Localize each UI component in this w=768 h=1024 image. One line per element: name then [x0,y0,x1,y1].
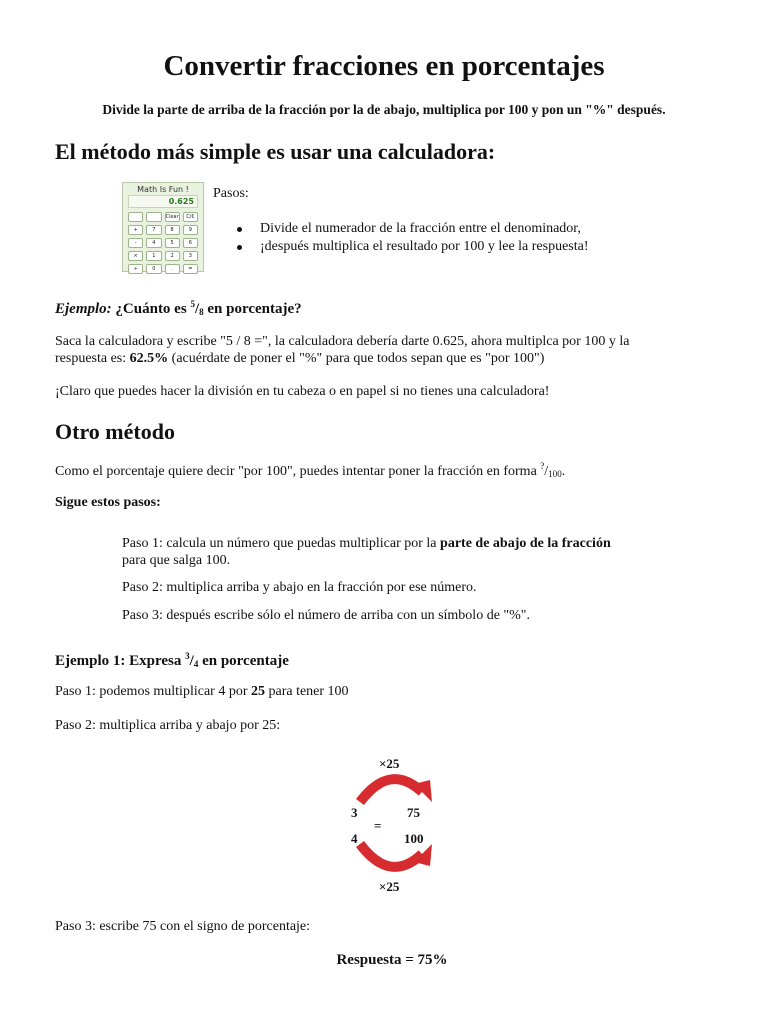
steps-list [213,220,589,256]
calculator-key: 5 [165,238,180,248]
example-note: ¡Claro que puedes hacer la división en tu cabeza o en papel si no tienes una calculadora! [55,384,550,399]
example-text-line2-end: (acuérdate de poner el "%" para que todos sepan que es "por 100") [171,351,545,366]
calculator-key [146,212,161,222]
right-denominator: 100 [404,831,424,846]
example-question-end: en porcentaje? [207,301,302,317]
calculator-key: 1 [146,251,161,261]
top-multiplier: ×25 [379,756,400,771]
bottom-multiplier: ×25 [379,879,400,894]
fraction-numerator: 3 [185,651,190,661]
calculator-key: - [128,238,143,248]
top-arrow [360,779,422,802]
page-subtitle: Divide la parte de arriba de la fracción por la de abajo, multiplica por 100 y pon un "%" después. [102,102,666,117]
step-1-bold: parte de abajo de la fracción [440,536,611,551]
intro-text: Como el porcentaje quiere decir "por 100", puedes intentar poner la fracción en forma [55,464,537,479]
calculator-key: 0 [146,264,161,274]
step-2: Paso 2: multiplica arriba y abajo en la fracción por ese número. [122,580,477,595]
step-1 [122,535,682,569]
example1-heading: Ejemplo 1: Expresa $^3/_4$ en porcentaje [55,651,289,669]
calculator-key: C/€ [183,212,198,222]
example-question-start: ¿Cuánto es [115,301,187,317]
calculator-key: 4 [146,238,161,248]
left-denominator: 4 [351,831,358,846]
multiplication-diagram [330,752,450,902]
step-1-line2: para que salga 100. [122,553,231,568]
example1-step1 [55,683,715,700]
calculator-key: + [128,225,143,235]
steps-label: Pasos: [213,186,249,201]
bottom-arrow [360,844,422,867]
calculator-key: Clear [165,214,179,220]
example-text-line1: Saca la calculadora y escribe "5 / 8 =", la calculadora debería darte 0.625, ahora multiplca por 100 y la [55,334,630,349]
calculator-image [122,182,204,272]
example-heading: Ejemplo: ¿Cuánto es $^5/_8$ en porcentaje? [55,299,302,317]
calculator-key: 3 [183,251,198,261]
example1-step3: Paso 3: escribe 75 con el signo de porcentaje: [55,919,311,934]
example1-step1-end: para tener 100 [268,684,349,699]
calculator-keypad [128,212,198,274]
example1-heading-end: en porcentaje [202,653,289,669]
fraction-numerator: 5 [190,299,195,309]
section-heading-other-method: Otro método [55,419,175,444]
example1-step1-start: Paso 1: podemos multiplicar 4 por [55,684,248,699]
example-text-line2-start: respuesta es: [55,351,127,366]
page-title: Convertir fracciones en porcentajes [163,50,605,82]
example1-heading-start: Ejemplo 1: Expresa [55,653,182,669]
equals-sign: = [374,818,382,833]
fraction-denominator: 100 [548,469,562,479]
section-heading-calculator: El método más simple es usar una calculadora: [55,139,496,164]
fraction-denominator: 8 [199,307,204,317]
other-method-intro: Como el porcentaje quiere decir "por 100", puedes intentar poner la fracción en forma $^?/_{100}$. [55,461,566,479]
calculator-key: . [165,264,180,274]
calculator-key: = [183,264,198,274]
calculator-key: 9 [183,225,198,235]
example1-step1-bold: 25 [250,684,265,699]
calculator-key: 6 [183,238,198,248]
left-numerator: 3 [351,805,358,820]
final-answer: Respuesta = 75% [336,952,448,968]
calculator-display: 0.625 [128,195,198,208]
list-item: Divide el numerador de la fracción entre el denominador, [213,220,589,238]
calculator-key: 7 [146,225,161,235]
list-item: ¡después multiplica el resultado por 100 y lee la respuesta! [213,238,589,256]
intro-end: . [561,464,566,479]
example-explanation [55,333,715,367]
calculator-key [128,212,143,222]
calculator-key: ÷ [128,264,143,274]
calculator-key: 8 [165,225,180,235]
calculator-brand: Math Is Fun ! [137,185,189,194]
calculator-key: 2 [165,251,180,261]
fraction-denominator: 4 [193,659,199,669]
example1-step2: Paso 2: multiplica arriba y abajo por 25: [55,718,281,733]
example-answer: 62.5% [129,351,169,366]
fraction-numerator: ? [540,461,545,471]
step-3: Paso 3: después escribe sólo el número de arriba con un símbolo de "%". [122,608,531,623]
calculator-key: × [128,251,143,261]
example-label: Ejemplo: [55,301,112,317]
follow-steps-heading: Sigue estos pasos: [55,495,161,510]
right-numerator: 75 [407,805,420,820]
step-1-text: Paso 1: calcula un número que puedas multiplicar por la [122,536,437,551]
